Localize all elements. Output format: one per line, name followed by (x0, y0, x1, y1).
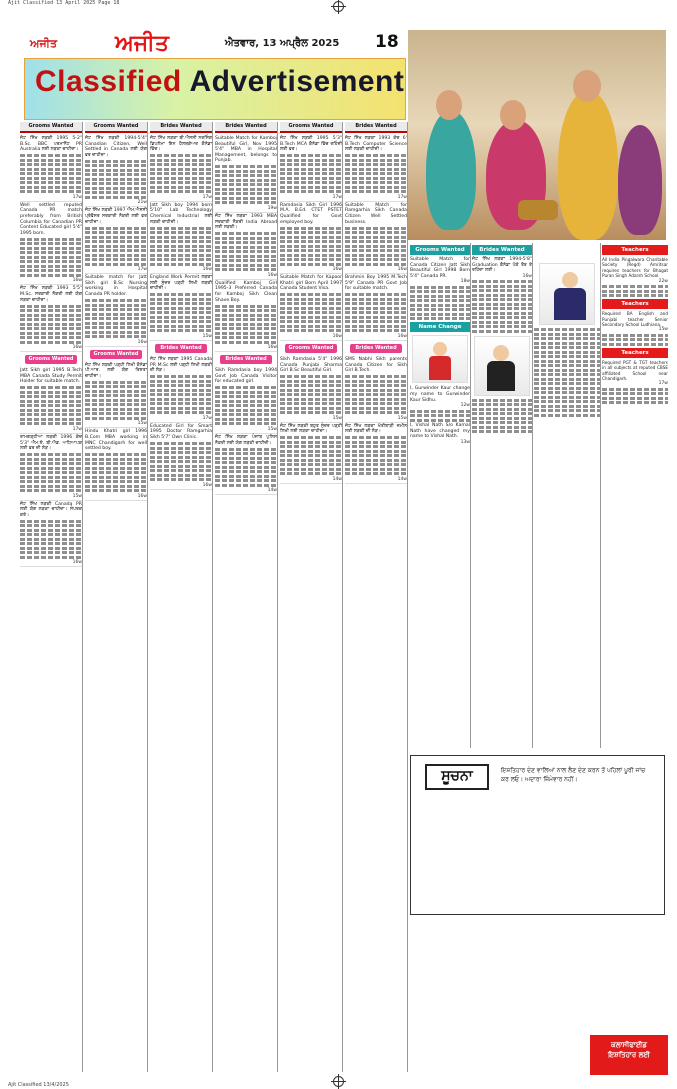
classified-ad (345, 423, 407, 484)
family-photo (408, 30, 666, 240)
banner-title (35, 65, 404, 99)
ad-text: Suitable Match for Kapoor Khatri girl Born April 1997 Canada Student Visa. (280, 275, 342, 292)
column-heading: Grooms Wanted (20, 122, 82, 133)
classified-ad (280, 356, 342, 423)
ad-text: ਜੱਟ ਸਿੱਖ ਲੜਕੀ 1995 5'3" B.Tech MCA ਕੈਨੇਡਾ ਵਿੱਚ ਰਹਿੰਦੀ ਲਈ ਵਰ। (280, 136, 342, 153)
page-number: 18 (375, 32, 399, 52)
classified-ad (215, 280, 277, 352)
lower-mid-len-0: 18w (460, 279, 470, 285)
classified-column (215, 122, 278, 1072)
ad-text: Suitable Match for Kamboj Beautiful Girl, Nov 1995 5'4" MBA in Hospital Management, belongs to Punjab. (215, 136, 277, 164)
classified-column (85, 122, 148, 1072)
lower-mid-col-2 (472, 243, 533, 748)
business-illustration (539, 263, 595, 325)
ad-text: ਜੱਟ ਸਿੱਖ ਲੜਕੀ 1995 5-2" B.Sc. BBC ਪਰਮਾਨੈਂਟ PR Australia ਲਈ ਲੜਕਾ ਚਾਹੀਦਾ। (20, 136, 82, 153)
classified-ad (85, 135, 147, 207)
classified-ad (85, 428, 147, 500)
classified-ad (20, 202, 82, 286)
category-badge: Brides Wanted (155, 344, 207, 353)
right-len-2: 17w (658, 381, 668, 387)
column-heading: Grooms Wanted (85, 122, 147, 133)
right-head-0: Teachers (602, 245, 668, 255)
classified-ad (20, 135, 82, 202)
lower-mid-col-3 (534, 243, 601, 748)
lower-mid-text-1: ਜੱਟ ਸਿੱਖ ਲੜਕਾ 1994-5'8" Graduation ਕੈਨੇਡਾ ਪੱਕੇ ਤੌਰ ਤੇ ਰਹਿੰਦਾ ਲਈ। (472, 257, 532, 274)
classified-ad (280, 202, 342, 274)
ad-length: 14w (267, 488, 277, 494)
ad-length: 16w (267, 272, 277, 278)
right-len-0: 22w (658, 278, 668, 284)
ad-text: ਜੱਟ ਸਿੱਖ ਲੜਕੀ 1997 ਐਮ.ਐਸਸੀ ਪ੍ਰੋਫੈਸਰ ਸਰਕਾਰੀ ਨੌਕਰੀ ਲਈ ਵਰ ਚਾਹੀਦਾ। (85, 208, 147, 225)
lower-mid-text-0: Suitable Match for Canada Citizen Jatt Sikh Beautiful Girl 1998 Born 5'4" Canada PR. (410, 257, 470, 279)
classified-ad (20, 285, 82, 352)
ad-text: ਜੱਟ ਸਿੱਖ ਲੜਕੀ 1994-5'4" Canadian Citizen, Well Settled in Canada ਲਈ ਯੋਗ ਵਰ ਚਾਹੀਦਾ। (85, 136, 147, 158)
ad-text: Brahmin Boy 1995 M.Tech 5'9" Canada PR Govt Job for suitable match. (345, 275, 407, 292)
ad-length: 17w (202, 194, 212, 200)
ad-length: 16w (72, 345, 82, 351)
ad-text: ਜੱਟ ਸਿੱਖ ਲੜਕੀ 1993 5'5" M.Sc. ਸਰਕਾਰੀ ਨੌਕਰੀ ਲਈ ਯੋਗ ਲੜਕਾ ਚਾਹੀਦਾ। (20, 286, 82, 303)
name-change-illustration (412, 335, 468, 383)
lower-mid-len-1: 16w (522, 273, 532, 279)
category-badge: Brides Wanted (350, 344, 402, 353)
ad-text: ਜੱਟ ਸਿੱਖ ਲੜਕੀ Canada PR ਲਈ ਯੋਗ ਲੜਕਾ ਚਾਹੀਦਾ। ਸੰਪਰਕ ਕਰੋ। (20, 501, 82, 518)
right-text-1: Required BA English and Punjabi teacher Senior Secondary School Ludhiana. (602, 311, 668, 327)
classified-column (20, 122, 83, 1072)
masthead: ਅਜੀਤ (115, 30, 169, 56)
ad-length: 17w (397, 194, 407, 200)
ad-text: ਜੱਟ ਸਿੱਖ ਲੜਕਾ ਬੀ.ਐਸਸੀ ਨਰਸਿੰਗ ਡਿਪਲੋਮਾ ਇਨ ਹੈਲਥਕੇਅਰ ਕੈਨੇਡਾ ਵਿੱਚ। (150, 136, 212, 153)
ad-length: 16w (137, 493, 147, 499)
classified-column (345, 122, 408, 1072)
category-badge: Grooms Wanted (25, 355, 77, 364)
ad-length: 15w (202, 333, 212, 339)
ad-text: Ramdasia Sikh Girl 1996 M.A. B.Ed. CTET PSTET Qualified for Govt employed boy. (280, 202, 342, 225)
classified-ad (215, 213, 277, 280)
photo-figure (436, 90, 462, 120)
ad-text: ਜੱਟ ਸਿੱਖ ਲੜਕਾ 1993 ਕੱਦ 6' B.Tech Computer Science ਲਈ ਲੜਕੀ ਚਾਹੀਦੀ। (345, 136, 407, 153)
lower-right-area (410, 243, 668, 748)
ad-text: ਜੱਟ ਸਿੱਖ ਲੜਕਾ ਖੇਤੀਬਾੜੀ ਜ਼ਮੀਨ ਲਈ ਲੜਕੀ ਦੀ ਲੋੜ। (345, 423, 407, 435)
ad-length: 16w (332, 267, 342, 273)
ad-text: Suitable match for Jatt Sikh girl B.Sc Nursing working in Hospital Canada PR holder. (85, 275, 147, 297)
section-label: ਅਜੀਤ (30, 37, 57, 50)
print-slug: Ajit Classified 13 April 2025 Page 18 (8, 0, 120, 6)
ad-text: Jatt Sikh girl 1995 B.Tech MBA Canada Study Permit Holder for suitable match. (20, 368, 82, 385)
category-badge: Grooms Wanted (285, 344, 337, 353)
ad-text: Jatt Sikh boy 1994 born 5'10" Lab Technology Chemical Industrial ਲਈ ਲੜਕੀ ਚਾਹੀਦੀ। (150, 202, 212, 225)
classified-ad (20, 367, 82, 434)
dateline: ਐਤਵਾਰ, 13 ਅਪ੍ਰੈਲ 2025 (225, 38, 340, 49)
classified-ad (345, 202, 407, 274)
banner-title-2: Advertisement (189, 65, 405, 98)
right-head-2: Teachers (602, 348, 668, 358)
lower-mid-head-2: Name Change (410, 322, 470, 332)
photo-figure (618, 125, 662, 235)
classified-ad (345, 274, 407, 341)
ad-text: ਜੱਟ ਸਿੱਖ ਲੜਕੀ ਪੜ੍ਹੀ ਲਿਖੀ ਕੈਨੇਡਾ ਪੀ.ਆਰ. ਲਈ ਯੋਗ ਰਿਸ਼ਤਾ ਚਾਹੀਦਾ। (85, 362, 147, 379)
ad-length: 16w (397, 333, 407, 339)
ad-length: 17w (72, 194, 82, 200)
right-len-1: 15w (658, 327, 668, 333)
ad-length: 16w (72, 278, 82, 284)
photo-figure (500, 100, 526, 130)
ad-text: Educated Girl for Smart 1995 Doctor Ramgarhia Sikh 5'7" Own Clinic. (150, 423, 212, 440)
page-header (20, 30, 405, 56)
ad-length: 15w (72, 493, 82, 499)
column-heading: Grooms Wanted (280, 122, 342, 133)
classified-ad (85, 207, 147, 274)
ad-length: 16w (72, 560, 82, 566)
ad-text: Sikh Ramdasia boy 1994 Govt Job Canada Visitor for educated girl. (215, 368, 277, 385)
ad-text: England Work Permit ਲੜਕਾ ਲਈ ਸੁੰਦਰ ਪੜ੍ਹੀ ਲਿਖੀ ਲੜਕੀ ਚਾਹੀਦੀ। (150, 275, 212, 292)
classified-ad (215, 135, 277, 213)
photo-figure (573, 70, 601, 102)
lower-mid-len-2: 12w (460, 403, 470, 409)
column-heading: Brides Wanted (215, 122, 277, 133)
classified-ad (280, 274, 342, 341)
right-text-0: All India Pingalwara Charitable Society (Regd) Amritsar requires teachers for Bhagat Puran Singh Adarsh School. (602, 257, 668, 279)
footer-slug: Ajit Classified 13/4/2025 (8, 1082, 69, 1088)
ad-length: 16w (332, 333, 342, 339)
ad-text: Suitable Match for Ramgarhia Sikh Canada Citizen Well Settled business. (345, 202, 407, 225)
right-text-2: Required PGT & TGT teachers in all subjects at reputed CBSE affiliated School near Chandigarh. (602, 359, 668, 382)
ad-length: 16w (202, 482, 212, 488)
ad-text: ਜੱਟ ਸਿੱਖ ਲੜਕਾ 1995 Canada PR M.Sc ਲਈ ਪੜ੍ਹੀ ਲਿਖੀ ਲੜਕੀ ਦੀ ਲੋੜ। (150, 356, 212, 374)
classified-ad (20, 434, 82, 501)
ad-text: Qualified Kamboj Girl 1995-3 Preferred Canada for Kamboj Sikh Clean Shave Boy. (215, 280, 277, 303)
ad-length: 14w (332, 476, 342, 482)
lower-mid-col-1 (410, 243, 471, 748)
classified-ad (85, 362, 147, 429)
ad-length: 19w (267, 205, 277, 211)
registration-mark (333, 1, 344, 12)
consultant-illustration (474, 336, 530, 396)
classified-ad (280, 135, 342, 202)
column-heading: Brides Wanted (345, 122, 407, 133)
right-head-1: Teachers (602, 299, 668, 309)
classified-ad (215, 434, 277, 495)
lower-mid-head-1: Brides Wanted (472, 245, 532, 255)
lower-mid-text-3: I, Vishal Nath S/o Kamal Nath have changed my name to Vishal Nath. (410, 423, 470, 440)
ad-text: Well settled reputed Canada PR match preferably from British Columbia for Canadian PR Content Educated girl 5'4" 1995 born. (20, 202, 82, 236)
ad-text: SMS Nabhi Sikh parents Canada Citizen for Sikh Girl B.Tech. (345, 356, 407, 374)
classified-column (150, 122, 213, 1072)
classified-column (280, 122, 343, 1072)
classified-ad (215, 367, 277, 434)
classified-ad (20, 501, 82, 568)
ad-length: 17w (72, 426, 82, 432)
category-badge: Grooms Wanted (90, 350, 142, 359)
lower-mid-len-3: 13w (460, 439, 470, 445)
ad-length: 16w (267, 345, 277, 351)
notice-text: ਇਸ਼ਤਿਹਾਰ ਦੇਣ ਵਾਲਿਆਂ ਨਾਲ ਲੈਣ ਦੇਣ ਕਰਨ ਤੋਂ ਪਹਿਲਾਂ ਪੂਰੀ ਜਾਂਚ ਕਰ ਲਓ। ਅਦਾਰਾ ਜ਼ਿੰਮੇਵਾਰ ਨਹੀਂ। (501, 767, 646, 783)
right-col (602, 243, 668, 748)
classified-ad (150, 423, 212, 490)
ad-length: 16w (397, 267, 407, 273)
lower-mid-text-2: I, Gurwinder Kaur change my name to Gurwinder Kaur Sidhu. (410, 386, 470, 403)
ad-text: Hindu Khatri girl 1996 B.Com MBA working in MNC Chandigarh for well settled boy. (85, 429, 147, 452)
contact-line-2: ਇਸ਼ਤਿਹਾਰ ਲਈ (608, 1051, 650, 1059)
banner-title-1: Classified (35, 65, 182, 98)
photo-figure (518, 200, 558, 220)
photo-figure (558, 90, 618, 240)
ad-text: ਜੱਟ ਸਿੱਖ ਲੜਕੀ ਬਹੁਤ ਸੁੰਦਰ ਪੜ੍ਹੀ ਲਿਖੀ ਲਈ ਲੜਕਾ ਚਾਹੀਦਾ। (280, 423, 342, 435)
classified-ad (345, 135, 407, 202)
classified-columns (20, 122, 408, 1072)
notice-title: ਸੂਚਨਾ (425, 764, 489, 790)
column-heading: Brides Wanted (150, 122, 212, 133)
classified-ad (85, 274, 147, 346)
notice-box (410, 755, 665, 915)
ad-text: ਜੱਟ ਸਿੱਖ ਲੜਕਾ 1993 MBA ਸਰਕਾਰੀ ਨੌਕਰੀ India Abroad ਲਈ ਲੜਕੀ। (215, 213, 277, 231)
ad-length: 21w (137, 200, 147, 206)
classified-banner (24, 58, 406, 120)
classified-ad (150, 202, 212, 274)
classified-ad (345, 356, 407, 423)
category-badge: Brides Wanted (220, 355, 272, 364)
classified-ad (150, 356, 212, 423)
ad-length: 15w (332, 415, 342, 421)
ad-text: Sikh Ramdasia 5'4" 1996 Canada Punjabi Sharma Girl B.Sc Beautiful Girl. (280, 356, 342, 374)
ad-length: 17w (202, 415, 212, 421)
ad-length: 15w (267, 426, 277, 432)
ad-length: 17w (332, 194, 342, 200)
classified-ad (280, 423, 342, 484)
classified-ad (150, 274, 212, 341)
ad-length: 15w (137, 421, 147, 427)
ad-length: 16w (137, 339, 147, 345)
lower-mid-head-0: Grooms Wanted (410, 245, 470, 255)
classified-ad (150, 135, 212, 202)
ad-length: 17w (137, 267, 147, 273)
photo-figure (426, 110, 476, 230)
ad-length: 16w (202, 267, 212, 273)
ad-text: ਰਾਮਗੜ੍ਹੀਆ ਲੜਕੀ 1996 ਕੱਦ 5'3" ਐਮ.ਏ. ਬੀ.ਐਡ. ਅਧਿਆਪਕ ਲਈ ਵਰ ਦੀ ਲੋੜ। (20, 434, 82, 452)
ad-length: 15w (397, 415, 407, 421)
classified-contact-box (590, 1035, 668, 1075)
ad-length: 14w (397, 476, 407, 482)
contact-line-1: ਕਲਾਸੀਫਾਈਡ (611, 1041, 647, 1049)
ad-text: ਜੱਟ ਸਿੱਖ ਲੜਕਾ ਪੰਜਾਬ ਪੁਲਿਸ ਨੌਕਰੀ ਲਈ ਯੋਗ ਲੜਕੀ ਚਾਹੀਦੀ। (215, 434, 277, 446)
